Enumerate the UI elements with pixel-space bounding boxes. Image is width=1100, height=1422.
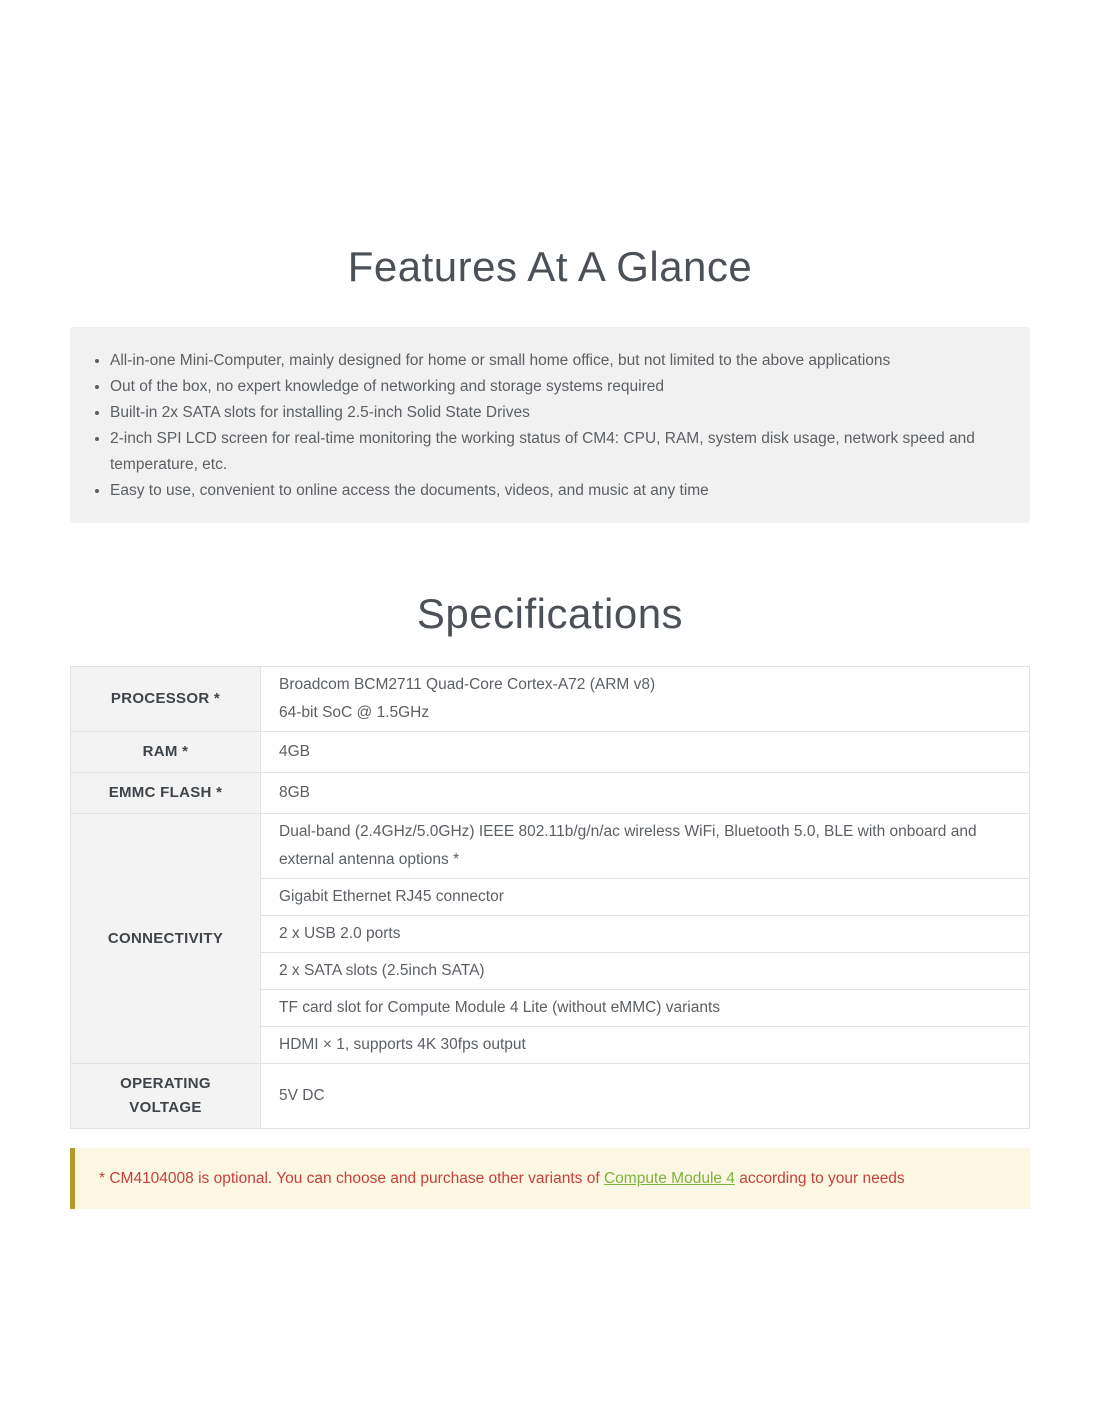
feature-item: • All-in-one Mini-Computer, mainly designed for home or small home office, but not limited to the above applications (110, 348, 1000, 374)
table-row-ram (71, 732, 1030, 773)
spec-value-voltage: 5V DC (261, 1064, 1030, 1129)
page-content (70, 0, 1030, 1209)
note-text-prefix: * CM4104008 is optional. You can choose and purchase other variants of (99, 1170, 604, 1187)
feature-item: • 2-inch SPI LCD screen for real-time monitoring the working status of CM4: CPU, RAM, system disk usage, network speed and temperature, etc. (110, 426, 1000, 478)
feature-item: • Out of the box, no expert knowledge of networking and storage systems required (110, 374, 1000, 400)
spec-value-line: Broadcom BCM2711 Quad-Core Cortex-A72 (ARM v8) (279, 676, 656, 693)
table-row-voltage (71, 1064, 1030, 1129)
specifications-section-title: Specifications (416, 590, 684, 637)
spec-label-processor: PROCESSOR * (71, 667, 261, 732)
spec-value-connectivity-tfcard: TF card slot for Compute Module 4 Lite (without eMMC) variants (261, 990, 1030, 1027)
spec-value-connectivity-hdmi: HDMI × 1, supports 4K 30fps output (261, 1027, 1030, 1064)
table-row-connectivity (71, 814, 1030, 879)
optional-variant-note (70, 1148, 1030, 1209)
spec-value-emmc: 8GB (261, 773, 1030, 814)
features-box (70, 327, 1030, 523)
specifications-table (70, 666, 1030, 1129)
note-text-suffix: according to your needs (734, 1170, 905, 1187)
spec-value-ram: 4GB (261, 732, 1030, 773)
feature-item: • Built-in 2x SATA slots for installing 2.5-inch Solid State Drives (110, 400, 1000, 426)
spec-label-ram: RAM * (71, 732, 261, 773)
table-row-emmc (71, 773, 1030, 814)
spec-value-connectivity-wifi: Dual-band (2.4GHz/5.0GHz) IEEE 802.11b/g/n/ac wireless WiFi, Bluetooth 5.0, BLE with onboard and external antenna options * (261, 814, 1030, 879)
spec-value-processor (261, 667, 1030, 732)
spec-label-voltage: OPERATING VOLTAGE (71, 1064, 261, 1129)
spec-value-line: 64-bit SoC @ 1.5GHz (279, 704, 430, 721)
spec-value-connectivity-sata: 2 x SATA slots (2.5inch SATA) (261, 953, 1030, 990)
feature-item: • Easy to use, convenient to online access the documents, videos, and music at any time (110, 478, 1000, 504)
spec-value-connectivity-usb: 2 x USB 2.0 ports (261, 916, 1030, 953)
spec-label-emmc: EMMC FLASH * (71, 773, 261, 814)
features-section-title: Features At A Glance (347, 243, 753, 290)
spec-value-connectivity-ethernet: Gigabit Ethernet RJ45 connector (261, 879, 1030, 916)
features-list (70, 348, 1000, 504)
table-row-processor (71, 667, 1030, 732)
compute-module-4-link[interactable]: Compute Module 4 (603, 1170, 735, 1187)
spec-label-connectivity: CONNECTIVITY (71, 814, 261, 1064)
